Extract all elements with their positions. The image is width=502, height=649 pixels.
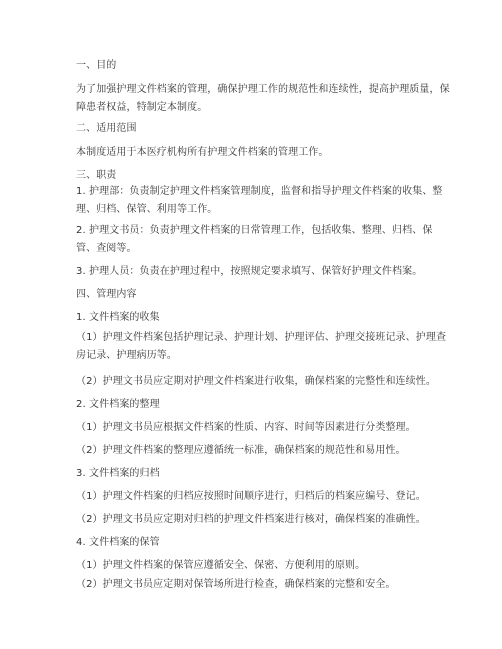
subheading-organizing: 2. 文件档案的整理: [76, 399, 160, 410]
paragraph-collection-2: （2）护理文书员应定期对护理文件档案进行收集，确保档案的完整性和连续性。: [76, 376, 436, 387]
duty-item-clerk: 2. 护理文书员：负责护理文件档案的日常管理工作，包括收集、整理、归档、保管、查阅等。: [76, 225, 433, 254]
section-heading-purpose: 一、目的: [76, 60, 117, 71]
duty-item-nursing-dept: 1. 护理部：负责制定护理文件档案管理制度，监督和指导护理文件档案的收集、整理、归档、保管、利用等工作。: [76, 186, 443, 215]
paragraph-purpose: 为了加强护理文件档案的管理，确保护理工作的规范性和连续性，提高护理质量，保障患者权益，特制定本制度。: [76, 84, 450, 113]
paragraph-archiving-2: （2）护理文书员应定期对归档的护理文件档案进行核对，确保档案的准确性。: [76, 514, 426, 525]
subheading-collection: 1. 文件档案的收集: [76, 312, 160, 323]
paragraph-archiving-1: （1）护理文件档案的归档应按照时间顺序进行，归档后的档案应编号、登记。: [76, 491, 426, 502]
subheading-storage: 4. 文件档案的保管: [76, 537, 160, 548]
paragraph-scope: 本制度适用于本医疗机构所有护理文件档案的管理工作。: [76, 147, 329, 158]
paragraph-collection-1: （1）护理文件档案包括护理记录、护理计划、护理评估、护理交接班记录、护理查房记录、护理病历等。: [76, 332, 447, 361]
section-heading-scope: 二、适用范围: [76, 123, 137, 134]
section-heading-duties: 三、职责: [76, 170, 117, 181]
paragraph-storage-1: （1）护理文件档案的保管应遵循安全、保密、方便利用的原则。: [76, 560, 366, 571]
section-heading-management: 四、管理内容: [76, 289, 137, 300]
subheading-archiving: 3. 文件档案的归档: [76, 468, 160, 479]
paragraph-storage-2: （2）护理文书员应定期对保管场所进行检查，确保档案的完整和安全。: [76, 579, 396, 590]
paragraph-organizing-2: （2）护理文件档案的整理应遵循统一标准，确保档案的规范性和易用性。: [76, 445, 406, 456]
paragraph-organizing-1: （1）护理文书员应根据文件档案的性质、内容、时间等因素进行分类整理。: [76, 422, 416, 433]
duty-item-nurses: 3. 护理人员：负责在护理过程中，按照规定要求填写、保管好护理文件档案。: [76, 266, 423, 277]
